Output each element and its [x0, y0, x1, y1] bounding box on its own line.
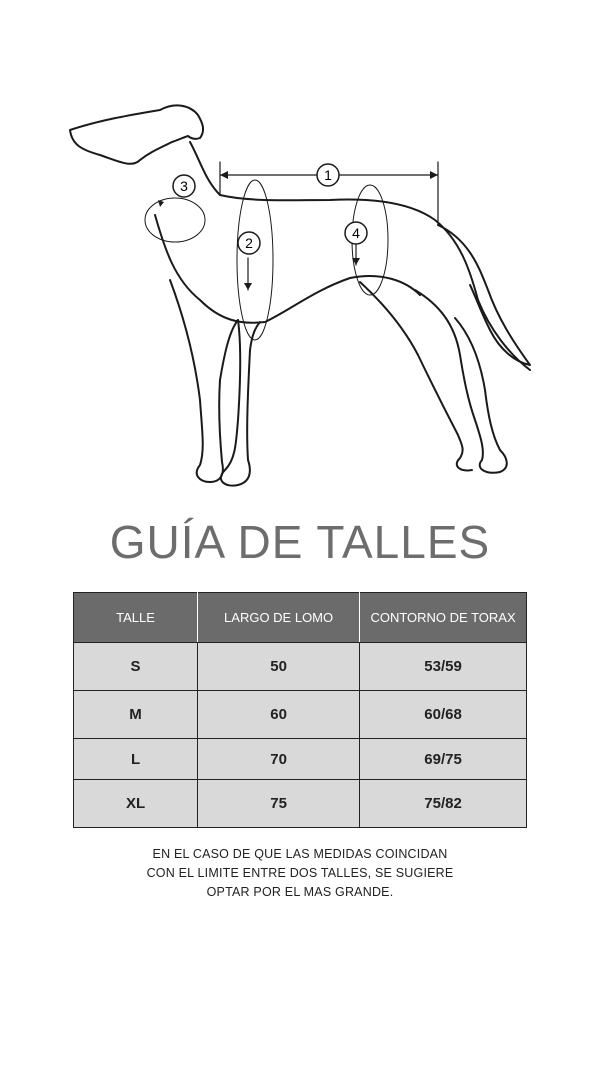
back-length-cell: 60: [198, 691, 360, 739]
marker-1: [317, 164, 339, 186]
size-note: [0, 845, 600, 902]
table-header-row: [74, 593, 527, 643]
back-length-cell: 75: [198, 780, 360, 828]
svg-text:3: 3: [180, 178, 188, 194]
marker-2: [238, 232, 260, 254]
size-cell: L: [74, 739, 198, 780]
chest-cell: 53/59: [360, 643, 527, 691]
marker-4: [345, 222, 367, 244]
dog-tail-outline: [438, 225, 530, 365]
table-row: [74, 643, 527, 691]
dog-head-outline: [70, 105, 203, 163]
marker-3: [173, 175, 195, 197]
page-title: GUÍA DE TALLES: [109, 516, 491, 568]
chest-measure-loop: [237, 180, 273, 340]
table-row: [74, 780, 527, 828]
dog-front-leg-outline: [170, 280, 238, 482]
dog-hind-leg-2-outline: [360, 282, 472, 470]
chest-cell: 75/82: [360, 780, 527, 828]
header-talle: TALLE: [74, 593, 198, 643]
dog-outline-illustration: [60, 90, 540, 500]
svg-text:1: 1: [324, 167, 332, 183]
header-contorno-de-torax: CONTORNO DE TORAX: [360, 593, 527, 643]
table-row: [74, 691, 527, 739]
note-line-3: OPTAR POR EL MAS GRANDE.: [206, 885, 394, 899]
back-length-cell: 50: [198, 643, 360, 691]
dog-back-outline: [190, 142, 530, 370]
size-cell: XL: [74, 780, 198, 828]
neck-measure-loop: [145, 198, 205, 242]
size-table: [73, 592, 527, 828]
chest-cell: 60/68: [360, 691, 527, 739]
size-cell: M: [74, 691, 198, 739]
size-cell: S: [74, 643, 198, 691]
chest-cell: 69/75: [360, 739, 527, 780]
header-largo-de-lomo: LARGO DE LOMO: [198, 593, 360, 643]
note-line-1: EN EL CASO DE QUE LAS MEDIDAS COINCIDAN: [152, 847, 448, 861]
table-row: [74, 739, 527, 780]
svg-text:2: 2: [245, 235, 253, 251]
dog-measurement-diagram: [60, 90, 540, 500]
svg-text:4: 4: [352, 225, 360, 241]
dog-belly-outline: [155, 215, 420, 323]
note-line-2: CON EL LIMITE ENTRE DOS TALLES, SE SUGIERE: [146, 866, 454, 880]
back-length-cell: 70: [198, 739, 360, 780]
